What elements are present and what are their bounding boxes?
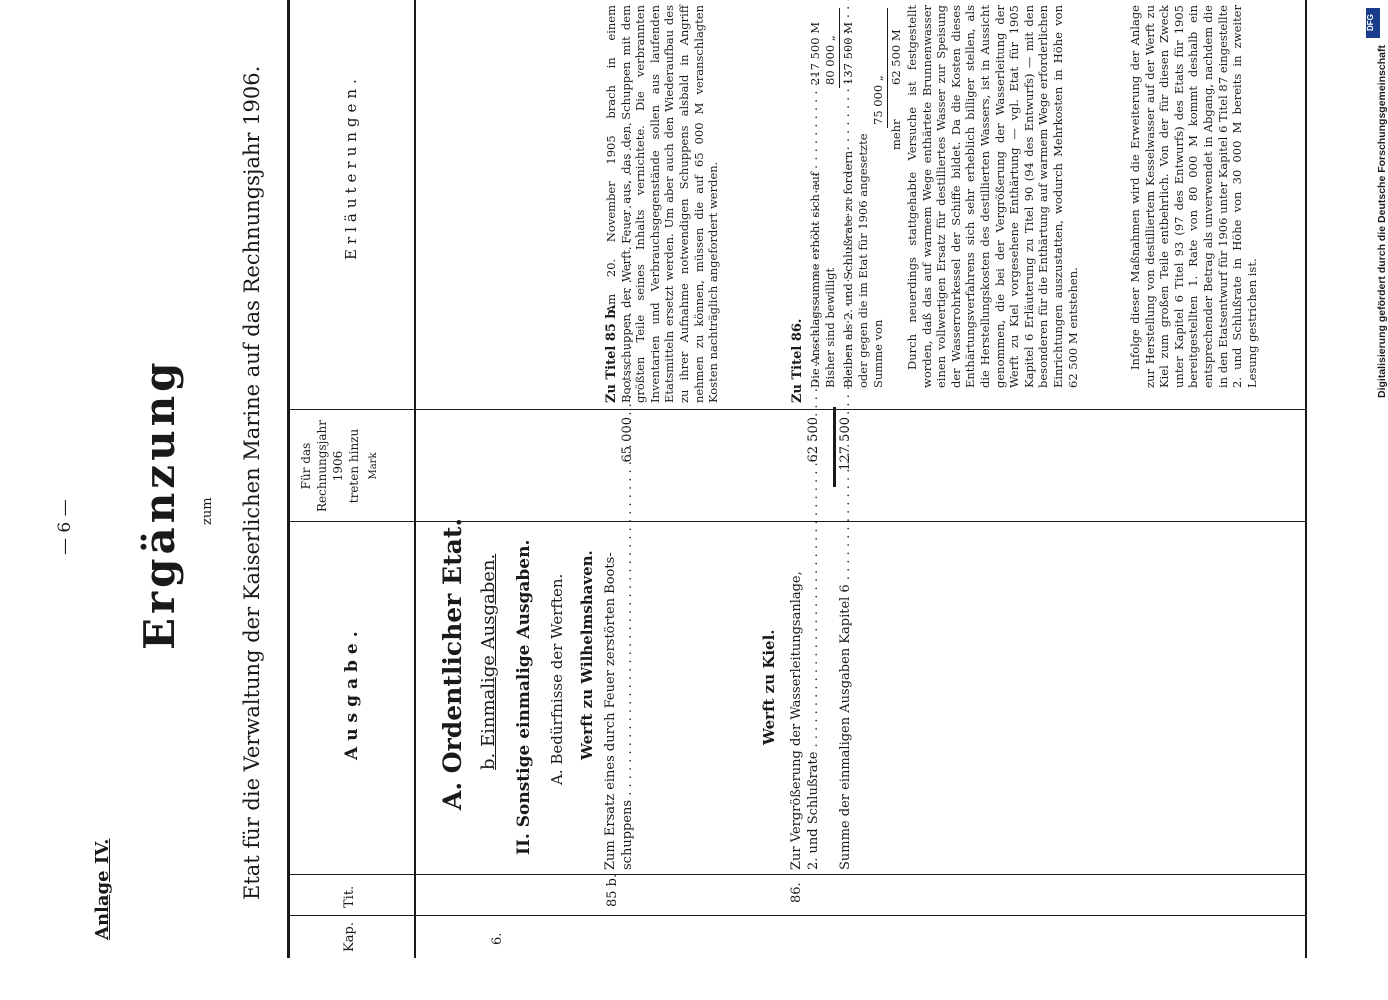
note-86-line3: Bleiben als 2. und Schlußrate zu fordern — [841, 150, 855, 388]
header-amount — [298, 410, 382, 522]
section-beduerfnisse: A. Bedürfnisse der Werften. — [548, 573, 566, 785]
row-85b-text-2: schuppens . . . — [621, 525, 636, 870]
dfg-logo: DFG — [1366, 8, 1380, 38]
note-86-text-2: Infolge dieser Maßnahmen wird die Erweiterung der Anlage zur Herstellung von destilliertem Kesselwasser auf der Werft zu Kiel zum großen Teile entbehrlich. Von der für diesen Zweck unter Kapitel 6 Titel 93 (97 des Entwurfs) des Etats für 1905 bereitgestellten 1. Rate von 80 000 M kommt deshalb ein entsprechender Betrag als unverwendet in Abgang, nachdem die in den Etatsentwurf für 1906 unter Kapitel 6 Titel 87 eingestellte 2. und Schlußrate in Höhe von 30 000 M bereits in zweiter Lesung gestrichen ist. — [1128, 5, 1259, 388]
note-85b-text: Am 20. November 1905 brach in einem Bootsschuppen der Werft Feuer aus, das den Schuppen mit dem größten Teile seines Inhalts vernichtete. Die verbrannten Inventarien und Verbrauchsgegenstände sollen aus laufenden Etatsmitteln ersetzt werden. Um aber auch den Wiederaufbau des zu ihrer Aufnahme notwendigen Schuppens alsbald in Angriff nehmen zu können, müssen die auf 65 000 M veranschlagten Kosten nachträglich angefordert werden. — [604, 5, 721, 403]
row-86-amount: 62 500 — [806, 417, 821, 463]
subtitle-zum: zum — [200, 497, 215, 525]
section-einmalige-ausgaben: b. Einmalige Ausgaben. — [478, 553, 499, 770]
note-86-subtotal-rule — [839, 8, 840, 88]
kapitel-number: 6. — [490, 932, 505, 945]
header-bottom-rule — [414, 0, 416, 958]
note-85b-heading: Zu Titel 85 b. — [604, 304, 619, 403]
row-85b-text-1: Zum Ersatz eines durch Feuer zerstörten Boots- — [603, 552, 618, 870]
note-86-text-1: Durch neuerdings stattgehabte Versuche ist festgestellt worden, daß das auf warmem Wege enthärtete Brunnenwasser einen vollwertigen Ersatz für destilliertes Wasser zur Speisung der Wasserrohrkessel der Schiffe bildet. Da die Kosten dieses Enthärtungsverfahrens sich sehr erheblich billiger stellen, als die Herstellungskosten des destillierten Wassers, ist in Aussicht genommen, die bei der Vergrößerung der Wasserleitung der Werft zu Kiel vorgesehene Enthärtung — vgl. Etat für 1905 Kapitel 6 Erläuterung zu Titel 90 (94 des Entwurfs) — mit den besonderen für die Enthärtung auf warmem Wege erforderlichen Einrichtungen auszustatten, wodurch Mehrkosten in Höhe von 62 500 M entstehen. — [905, 5, 1080, 388]
note-86-diff-rule — [887, 8, 888, 128]
header-amount-unit: Mark — [368, 452, 379, 480]
page-number: — 6 — — [55, 499, 75, 555]
section-ordentlicher-etat: A. Ordentlicher Etat. — [438, 517, 467, 810]
header-kap: Kap. — [342, 922, 357, 952]
header-erlaeuterungen: Erläuterungen. — [342, 74, 360, 260]
note-86-line1-val: 217 500 M — [808, 22, 822, 85]
note-86-line1: Die Anschlagssumme erhöht sich auf — [808, 171, 822, 388]
header-amount-line-4: treten hinzu — [347, 428, 361, 504]
col-divider-amount — [289, 409, 1307, 410]
werft-kiel: Werft zu Kiel. — [760, 629, 778, 745]
header-ausgabe: Ausgabe. — [342, 625, 362, 760]
header-amount-line-2: Rechnungsjahr — [315, 420, 329, 512]
header-amount-line-3: 1906 — [331, 450, 345, 482]
sum-line — [833, 407, 836, 487]
note-86-line2-val: 80 000 „ — [823, 35, 837, 85]
header-tit: Tit. — [342, 885, 357, 908]
document-subtitle: Etat für die Verwaltung der Kaiserlichen Marine auf das Rechnungsjahr 1906. — [240, 65, 264, 900]
section-sonstige-einmalige: II. Sonstige einmalige Ausgaben. — [514, 539, 534, 855]
note-86-line5: mehr — [889, 119, 903, 150]
note-86-line4-val: 75 000 „ — [871, 75, 885, 125]
note-86-line4: oder gegen die im Etat für 1906 angesetzte Summe von — [856, 133, 885, 388]
row-86-titel: 86. — [789, 882, 804, 903]
note-86-line5-val: 62 500 M — [889, 29, 903, 85]
digitization-notice — [1366, 8, 1386, 398]
col-divider-kap — [289, 915, 1307, 916]
note-86-line2: Bisher sind bewilligt — [823, 267, 837, 388]
digitization-text: Digitalisierung gefördert durch die Deutsche Forschungsgemeinschaft — [1376, 45, 1388, 398]
col-divider-tit — [289, 874, 1307, 875]
sum-amount: 127 500 — [838, 417, 853, 471]
annex-label: Anlage IV. — [92, 838, 113, 940]
document-title: Ergänzung — [135, 358, 184, 650]
row-85b-titel: 85 b. — [605, 873, 620, 907]
header-amount-line-1: Für das — [299, 442, 313, 490]
sum-label: Summe der einmaligen Ausgaben Kapitel 6 . . . — [838, 525, 853, 870]
table-bottom-rule — [1305, 0, 1307, 958]
row-85b-amount: 65 000 — [620, 417, 635, 463]
row-86-text-1: Zur Vergrößerung der Wasserleitungsanlage, — [789, 571, 804, 870]
table-top-rule — [287, 0, 290, 958]
note-86-line3-val: 137 500 M — [841, 22, 855, 85]
werft-wilhelmshaven: Werft zu Wilhelmshaven. — [578, 550, 596, 760]
note-86-heading: Zu Titel 86. — [790, 318, 805, 403]
row-86-text-2: 2. und Schlußrate . . . — [806, 525, 821, 870]
